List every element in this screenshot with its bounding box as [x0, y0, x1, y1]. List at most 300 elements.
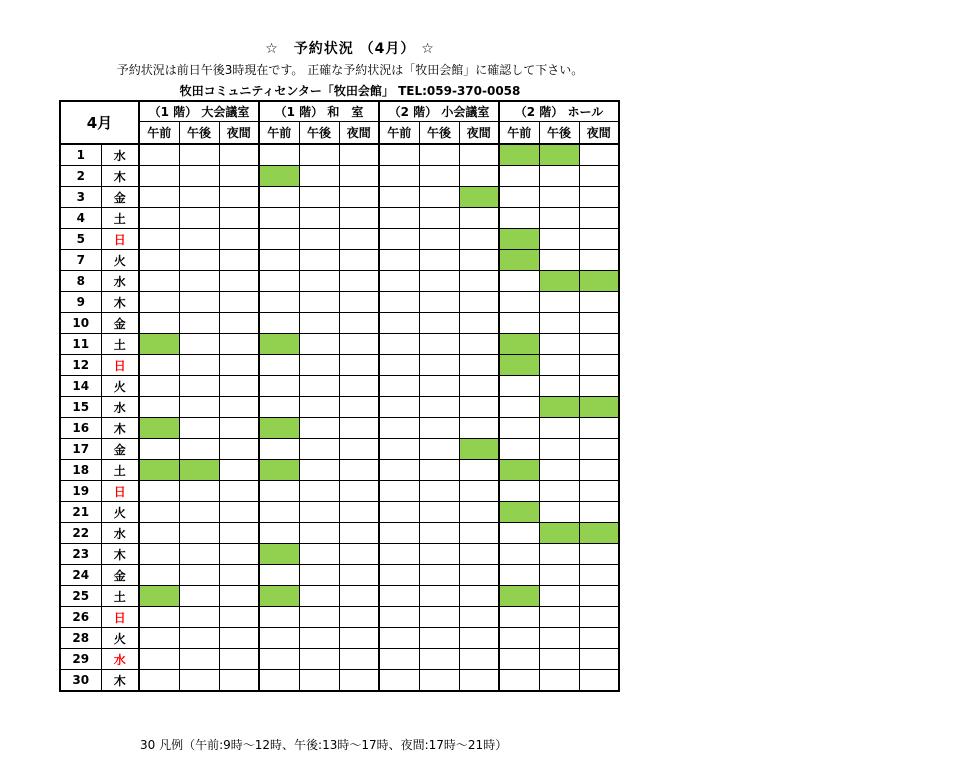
weekday-cell: 土 — [101, 334, 139, 355]
slot-cell — [539, 376, 579, 397]
slot-cell — [139, 649, 179, 670]
table-row — [60, 376, 619, 397]
slot-cell — [339, 271, 379, 292]
slot-cell — [179, 271, 219, 292]
date-cell: 23 — [60, 544, 101, 565]
slot-cell — [459, 334, 499, 355]
slot-cell — [499, 544, 539, 565]
slot-cell — [339, 460, 379, 481]
slot-cell — [459, 208, 499, 229]
slot-cell — [179, 144, 219, 166]
slot-cell — [459, 670, 499, 692]
slot-cell — [419, 187, 459, 208]
slot-cell — [499, 208, 539, 229]
slot-cell — [419, 292, 459, 313]
slot-cell — [259, 292, 299, 313]
date-cell: 16 — [60, 418, 101, 439]
table-row — [60, 271, 619, 292]
slot-cell — [539, 670, 579, 692]
slot-cell — [179, 292, 219, 313]
slot-cell — [139, 565, 179, 586]
slot-cell — [299, 418, 339, 439]
date-cell: 5 — [60, 229, 101, 250]
slot-header: 午前 — [499, 122, 539, 145]
slot-cell — [379, 670, 419, 692]
slot-cell — [179, 670, 219, 692]
table-header — [60, 101, 619, 144]
slot-cell — [499, 418, 539, 439]
table-row — [60, 418, 619, 439]
slot-cell — [339, 523, 379, 544]
slot-cell — [179, 565, 219, 586]
slot-cell — [579, 292, 619, 313]
slot-cell — [339, 607, 379, 628]
weekday-cell: 木 — [101, 670, 139, 692]
slot-cell — [539, 355, 579, 376]
slot-cell — [179, 376, 219, 397]
slot-cell — [539, 166, 579, 187]
weekday-cell: 木 — [101, 166, 139, 187]
slot-header: 夜間 — [459, 122, 499, 145]
table-row — [60, 523, 619, 544]
slot-cell — [219, 187, 259, 208]
slot-cell — [179, 166, 219, 187]
date-cell: 12 — [60, 355, 101, 376]
weekday-cell: 金 — [101, 565, 139, 586]
slot-cell-booked — [539, 523, 579, 544]
slot-cell — [539, 313, 579, 334]
slot-cell — [579, 439, 619, 460]
slot-cell — [299, 334, 339, 355]
slot-cell — [379, 502, 419, 523]
slot-cell — [299, 460, 339, 481]
slot-cell — [299, 586, 339, 607]
slot-cell — [219, 292, 259, 313]
slot-cell — [299, 439, 339, 460]
slot-cell — [139, 439, 179, 460]
slot-cell — [499, 166, 539, 187]
reservation-table — [59, 100, 620, 692]
slot-cell — [379, 166, 419, 187]
table-row — [60, 313, 619, 334]
date-cell: 8 — [60, 271, 101, 292]
table-row — [60, 649, 619, 670]
slot-cell — [459, 166, 499, 187]
slot-cell — [139, 397, 179, 418]
slot-cell — [299, 166, 339, 187]
slot-cell — [499, 187, 539, 208]
slot-cell — [459, 481, 499, 502]
slot-cell — [419, 544, 459, 565]
slot-cell — [499, 628, 539, 649]
slot-cell — [259, 355, 299, 376]
slot-cell — [259, 502, 299, 523]
weekday-cell: 火 — [101, 376, 139, 397]
slot-cell-booked — [259, 166, 299, 187]
slot-cell — [259, 670, 299, 692]
date-cell: 19 — [60, 481, 101, 502]
table-row — [60, 166, 619, 187]
date-cell: 2 — [60, 166, 101, 187]
slot-cell — [539, 208, 579, 229]
slot-cell-booked — [499, 586, 539, 607]
slot-cell — [219, 649, 259, 670]
slot-cell — [339, 229, 379, 250]
slot-cell — [459, 250, 499, 271]
slot-cell — [459, 544, 499, 565]
slot-cell — [179, 481, 219, 502]
slot-cell — [499, 565, 539, 586]
slot-cell — [379, 187, 419, 208]
slot-cell — [419, 355, 459, 376]
slot-cell — [579, 250, 619, 271]
date-cell: 4 — [60, 208, 101, 229]
slot-cell — [259, 187, 299, 208]
slot-cell — [299, 565, 339, 586]
slot-cell — [219, 565, 259, 586]
slot-cell — [259, 271, 299, 292]
slot-cell — [579, 565, 619, 586]
weekday-cell: 火 — [101, 502, 139, 523]
slot-cell — [139, 313, 179, 334]
weekday-cell: 金 — [101, 187, 139, 208]
slot-cell — [299, 271, 339, 292]
status-note: 予約状況は前日午後3時現在です。 正確な予約状況は「牧田会館」に確認して下さい。 — [116, 63, 584, 77]
slot-cell — [419, 166, 459, 187]
slot-cell — [299, 670, 339, 692]
slot-cell-booked — [499, 355, 539, 376]
slot-cell — [419, 208, 459, 229]
slot-cell — [139, 250, 179, 271]
slot-cell — [179, 229, 219, 250]
slot-cell — [459, 229, 499, 250]
slot-cell — [539, 586, 579, 607]
slot-cell — [579, 334, 619, 355]
slot-cell — [179, 250, 219, 271]
room-header-japanese-room: （1 階） 和 室 — [259, 101, 379, 122]
slot-cell — [419, 565, 459, 586]
slot-cell — [459, 586, 499, 607]
slot-cell — [579, 229, 619, 250]
slot-cell — [219, 397, 259, 418]
slot-cell-booked — [259, 586, 299, 607]
weekday-cell: 日 — [101, 481, 139, 502]
slot-header: 午後 — [179, 122, 219, 145]
slot-cell — [219, 250, 259, 271]
slot-cell — [499, 523, 539, 544]
date-cell: 24 — [60, 565, 101, 586]
slot-cell — [419, 607, 459, 628]
slot-cell — [139, 523, 179, 544]
slot-cell — [139, 229, 179, 250]
weekday-cell: 金 — [101, 313, 139, 334]
slot-cell — [179, 397, 219, 418]
slot-cell — [219, 439, 259, 460]
slot-cell — [339, 670, 379, 692]
slot-cell — [419, 670, 459, 692]
slot-cell — [299, 376, 339, 397]
slot-cell — [459, 649, 499, 670]
slot-cell — [179, 313, 219, 334]
slot-cell — [139, 187, 179, 208]
slot-cell — [139, 292, 179, 313]
table-row — [60, 481, 619, 502]
slot-cell — [539, 628, 579, 649]
slot-cell — [339, 208, 379, 229]
slot-cell — [459, 313, 499, 334]
slot-cell — [339, 439, 379, 460]
slot-cell — [179, 523, 219, 544]
slot-cell — [539, 334, 579, 355]
slot-cell — [499, 313, 539, 334]
slot-header-row — [60, 122, 619, 145]
weekday-cell: 日 — [101, 229, 139, 250]
slot-cell-booked — [179, 460, 219, 481]
slot-cell — [219, 334, 259, 355]
slot-cell — [579, 502, 619, 523]
slot-cell — [419, 523, 459, 544]
slot-cell-booked — [139, 586, 179, 607]
slot-cell — [499, 670, 539, 692]
slot-cell-booked — [499, 144, 539, 166]
slot-cell — [139, 481, 179, 502]
weekday-cell: 水 — [101, 144, 139, 166]
slot-cell — [219, 271, 259, 292]
slot-header: 夜間 — [219, 122, 259, 145]
weekday-cell: 土 — [101, 208, 139, 229]
slot-cell-booked — [259, 544, 299, 565]
slot-cell — [379, 439, 419, 460]
slot-cell — [299, 229, 339, 250]
date-cell: 10 — [60, 313, 101, 334]
slot-cell — [539, 544, 579, 565]
slot-cell — [379, 544, 419, 565]
date-cell: 26 — [60, 607, 101, 628]
slot-cell — [539, 502, 579, 523]
slot-cell — [539, 481, 579, 502]
weekday-cell: 水 — [101, 649, 139, 670]
slot-cell — [219, 481, 259, 502]
page-title: ☆ 予約状況 （4月） ☆ — [265, 41, 435, 57]
slot-cell-booked — [259, 460, 299, 481]
date-cell: 3 — [60, 187, 101, 208]
slot-cell — [219, 144, 259, 166]
slot-cell-booked — [539, 397, 579, 418]
weekday-cell: 火 — [101, 628, 139, 649]
slot-cell — [539, 229, 579, 250]
slot-cell — [419, 334, 459, 355]
table-row — [60, 565, 619, 586]
slot-cell — [259, 628, 299, 649]
slot-cell — [459, 292, 499, 313]
slot-cell — [379, 355, 419, 376]
slot-cell — [419, 144, 459, 166]
slot-cell — [339, 544, 379, 565]
table-row — [60, 250, 619, 271]
slot-cell — [579, 166, 619, 187]
slot-cell — [579, 607, 619, 628]
table-row — [60, 292, 619, 313]
slot-cell — [499, 376, 539, 397]
date-cell: 9 — [60, 292, 101, 313]
table-row — [60, 544, 619, 565]
slot-cell — [499, 607, 539, 628]
slot-cell — [339, 565, 379, 586]
slot-cell — [579, 649, 619, 670]
table-row — [60, 502, 619, 523]
date-cell: 29 — [60, 649, 101, 670]
slot-cell-booked — [139, 334, 179, 355]
slot-cell — [379, 313, 419, 334]
slot-cell — [179, 418, 219, 439]
slot-cell — [459, 460, 499, 481]
slot-cell — [499, 649, 539, 670]
slot-cell — [379, 586, 419, 607]
slot-cell — [179, 544, 219, 565]
slot-cell-booked — [499, 334, 539, 355]
slot-cell-booked — [459, 439, 499, 460]
weekday-cell: 火 — [101, 250, 139, 271]
slot-cell — [539, 439, 579, 460]
room-header-large-meeting: （1 階） 大会議室 — [139, 101, 259, 122]
slot-cell — [299, 208, 339, 229]
slot-cell — [179, 334, 219, 355]
table-row — [60, 334, 619, 355]
slot-cell — [579, 355, 619, 376]
slot-header: 午後 — [539, 122, 579, 145]
slot-cell — [179, 187, 219, 208]
slot-cell — [219, 607, 259, 628]
weekday-cell: 木 — [101, 544, 139, 565]
slot-cell — [379, 628, 419, 649]
slot-cell — [259, 376, 299, 397]
slot-cell — [499, 292, 539, 313]
slot-cell — [459, 397, 499, 418]
slot-cell — [259, 208, 299, 229]
table-row — [60, 670, 619, 692]
slot-cell — [459, 523, 499, 544]
slot-cell — [139, 502, 179, 523]
slot-header: 夜間 — [579, 122, 619, 145]
slot-cell — [139, 355, 179, 376]
slot-header: 午前 — [259, 122, 299, 145]
slot-header: 夜間 — [339, 122, 379, 145]
slot-cell — [299, 355, 339, 376]
weekday-cell: 土 — [101, 460, 139, 481]
table-row — [60, 355, 619, 376]
slot-cell — [299, 649, 339, 670]
slot-cell — [179, 502, 219, 523]
slot-cell — [539, 565, 579, 586]
slot-cell — [339, 144, 379, 166]
slot-cell — [219, 670, 259, 692]
slot-cell — [539, 250, 579, 271]
weekday-cell: 木 — [101, 292, 139, 313]
slot-cell — [139, 628, 179, 649]
date-cell: 14 — [60, 376, 101, 397]
slot-cell — [219, 229, 259, 250]
date-cell: 21 — [60, 502, 101, 523]
slot-cell — [419, 397, 459, 418]
table-row — [60, 439, 619, 460]
date-cell: 1 — [60, 144, 101, 166]
slot-cell — [579, 376, 619, 397]
slot-cell-booked — [499, 250, 539, 271]
slot-cell — [539, 649, 579, 670]
slot-cell — [139, 144, 179, 166]
slot-cell — [379, 376, 419, 397]
date-cell: 28 — [60, 628, 101, 649]
slot-cell — [219, 418, 259, 439]
slot-cell — [299, 250, 339, 271]
slot-cell — [419, 502, 459, 523]
slot-cell — [219, 355, 259, 376]
slot-cell — [179, 628, 219, 649]
slot-header: 午後 — [299, 122, 339, 145]
slot-cell — [379, 460, 419, 481]
slot-cell — [219, 460, 259, 481]
slot-cell — [339, 481, 379, 502]
slot-cell — [219, 628, 259, 649]
slot-cell — [339, 187, 379, 208]
weekday-cell: 水 — [101, 271, 139, 292]
table-row — [60, 187, 619, 208]
slot-cell — [379, 607, 419, 628]
slot-cell — [419, 229, 459, 250]
slot-cell — [299, 607, 339, 628]
slot-cell — [259, 607, 299, 628]
slot-cell — [459, 271, 499, 292]
slot-header: 午前 — [379, 122, 419, 145]
slot-cell — [299, 144, 339, 166]
slot-cell-booked — [499, 460, 539, 481]
slot-cell — [259, 313, 299, 334]
slot-cell — [419, 649, 459, 670]
date-cell: 25 — [60, 586, 101, 607]
date-cell: 30 — [60, 670, 101, 692]
slot-cell — [299, 523, 339, 544]
table-row — [60, 397, 619, 418]
slot-cell — [419, 271, 459, 292]
schedule-body — [60, 144, 619, 691]
slot-cell — [379, 208, 419, 229]
slot-cell — [419, 628, 459, 649]
slot-cell — [459, 607, 499, 628]
slot-cell — [579, 418, 619, 439]
slot-cell — [339, 313, 379, 334]
weekday-cell: 木 — [101, 418, 139, 439]
slot-cell — [179, 439, 219, 460]
contact-info: 牧田コミュニティセンター「牧田会館」 TEL:059-370-0058 — [179, 84, 521, 98]
date-cell: 7 — [60, 250, 101, 271]
slot-cell — [219, 208, 259, 229]
slot-cell — [299, 481, 339, 502]
slot-cell — [379, 397, 419, 418]
table-row — [60, 586, 619, 607]
slot-cell — [379, 481, 419, 502]
slot-cell — [219, 376, 259, 397]
slot-cell — [499, 397, 539, 418]
slot-cell-booked — [499, 502, 539, 523]
slot-cell — [219, 523, 259, 544]
slot-cell — [179, 208, 219, 229]
date-cell: 18 — [60, 460, 101, 481]
date-cell: 22 — [60, 523, 101, 544]
slot-cell-booked — [139, 460, 179, 481]
slot-cell — [379, 565, 419, 586]
slot-cell — [379, 229, 419, 250]
slot-cell — [499, 271, 539, 292]
